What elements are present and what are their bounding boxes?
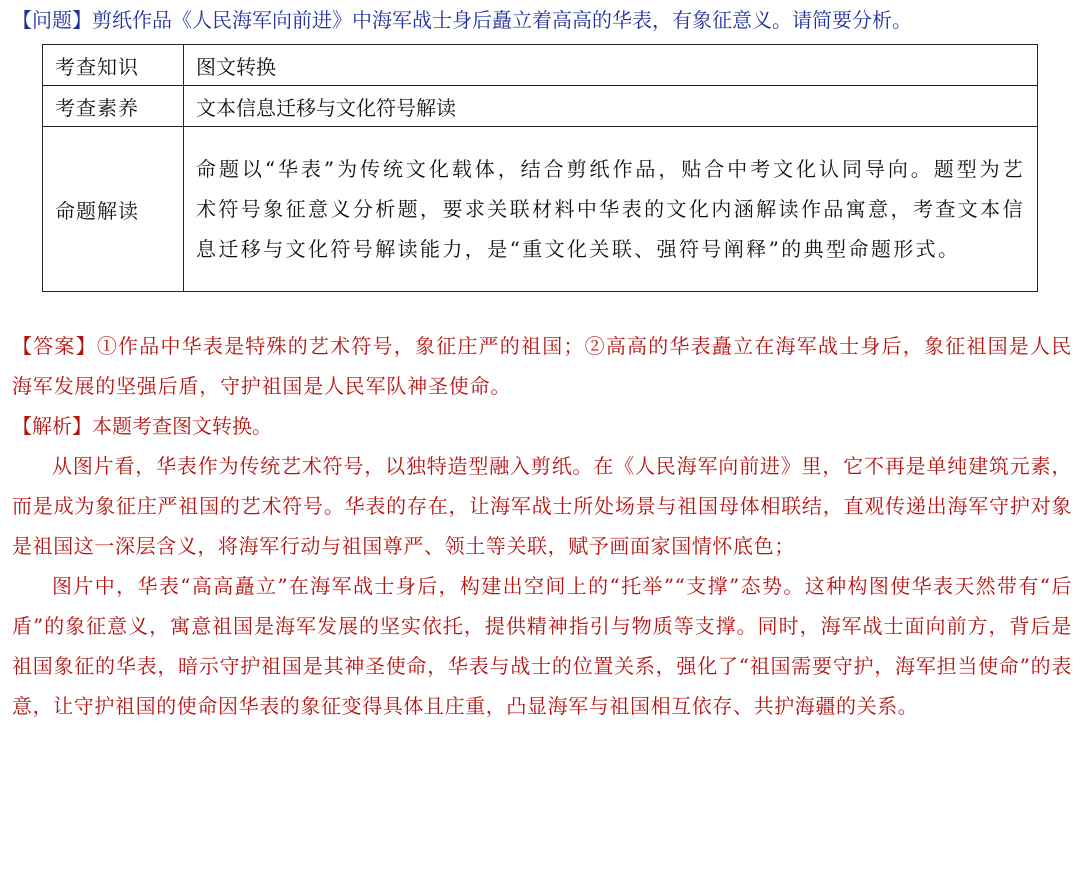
table-value-interpretation: 命题以“华表”为传统文化载体，结合剪纸作品，贴合中考文化认同导向。题型为艺术符号象征意义分析题，要求关联材料中华表的文化内涵解读作品寓意，考查文本信息迁移与文化符号解读能力，是“重文化关联、强符号阐释”的典型命题形式。 [184, 127, 1038, 292]
table-row [43, 86, 1038, 127]
answer-tag: 【答案】 [12, 334, 97, 358]
analysis-tag: 【解析】 [12, 414, 92, 438]
table-value: 图文转换 [184, 45, 1038, 86]
answer-analysis-section [12, 326, 1072, 726]
table-key: 命题解读 [43, 127, 184, 292]
analysis-paragraph: 从图片看，华表作为传统艺术符号，以独特造型融入剪纸。在《人民海军向前进》里，它不再是单纯建筑元素，而是成为象征庄严祖国的艺术符号。华表的存在，让海军战士所处场景与祖国母体相联结，直观传递出海军守护对象是祖国这一深层含义，将海军行动与祖国尊严、领土等关联，赋予画面家国情怀底色； [12, 454, 1072, 558]
table-row [43, 127, 1038, 292]
table-row [43, 45, 1038, 86]
info-table [42, 44, 1038, 292]
analysis-intro: 本题考查图文转换。 [92, 414, 272, 438]
analysis-paragraph: 图片中，华表“高高矗立”在海军战士身后，构建出空间上的“托举”“支撑”态势。这种构图使华表天然带有“后盾”的象征意义，寓意祖国是海军发展的坚实依托，提供精神指引与物质等支撑。同时，海军战士面向前方，背后是祖国象征的华表，暗示守护祖国是其神圣使命，华表与战士的位置关系，强化了“祖国需要守护，海军担当使命”的表意，让守护祖国的使命因华表的象征变得具体且庄重，凸显海军与祖国相互依存、共护海疆的关系。 [12, 574, 1072, 718]
table-value: 文本信息迁移与文化符号解读 [184, 86, 1038, 127]
analysis-heading [12, 406, 1072, 446]
table-key: 考查素养 [43, 86, 184, 127]
question-text: 剪纸作品《人民海军向前进》中海军战士身后矗立着高高的华表，有象征意义。请简要分析。 [92, 8, 912, 32]
answer [12, 326, 1072, 406]
question-tag: 【问题】 [12, 8, 92, 32]
question [12, 6, 1072, 34]
answer-text: ①作品中华表是特殊的艺术符号，象征庄严的祖国；②高高的华表矗立在海军战士身后，象征祖国是人民海军发展的坚强后盾，守护祖国是人民军队神圣使命。 [12, 334, 1072, 398]
table-key: 考查知识 [43, 45, 184, 86]
